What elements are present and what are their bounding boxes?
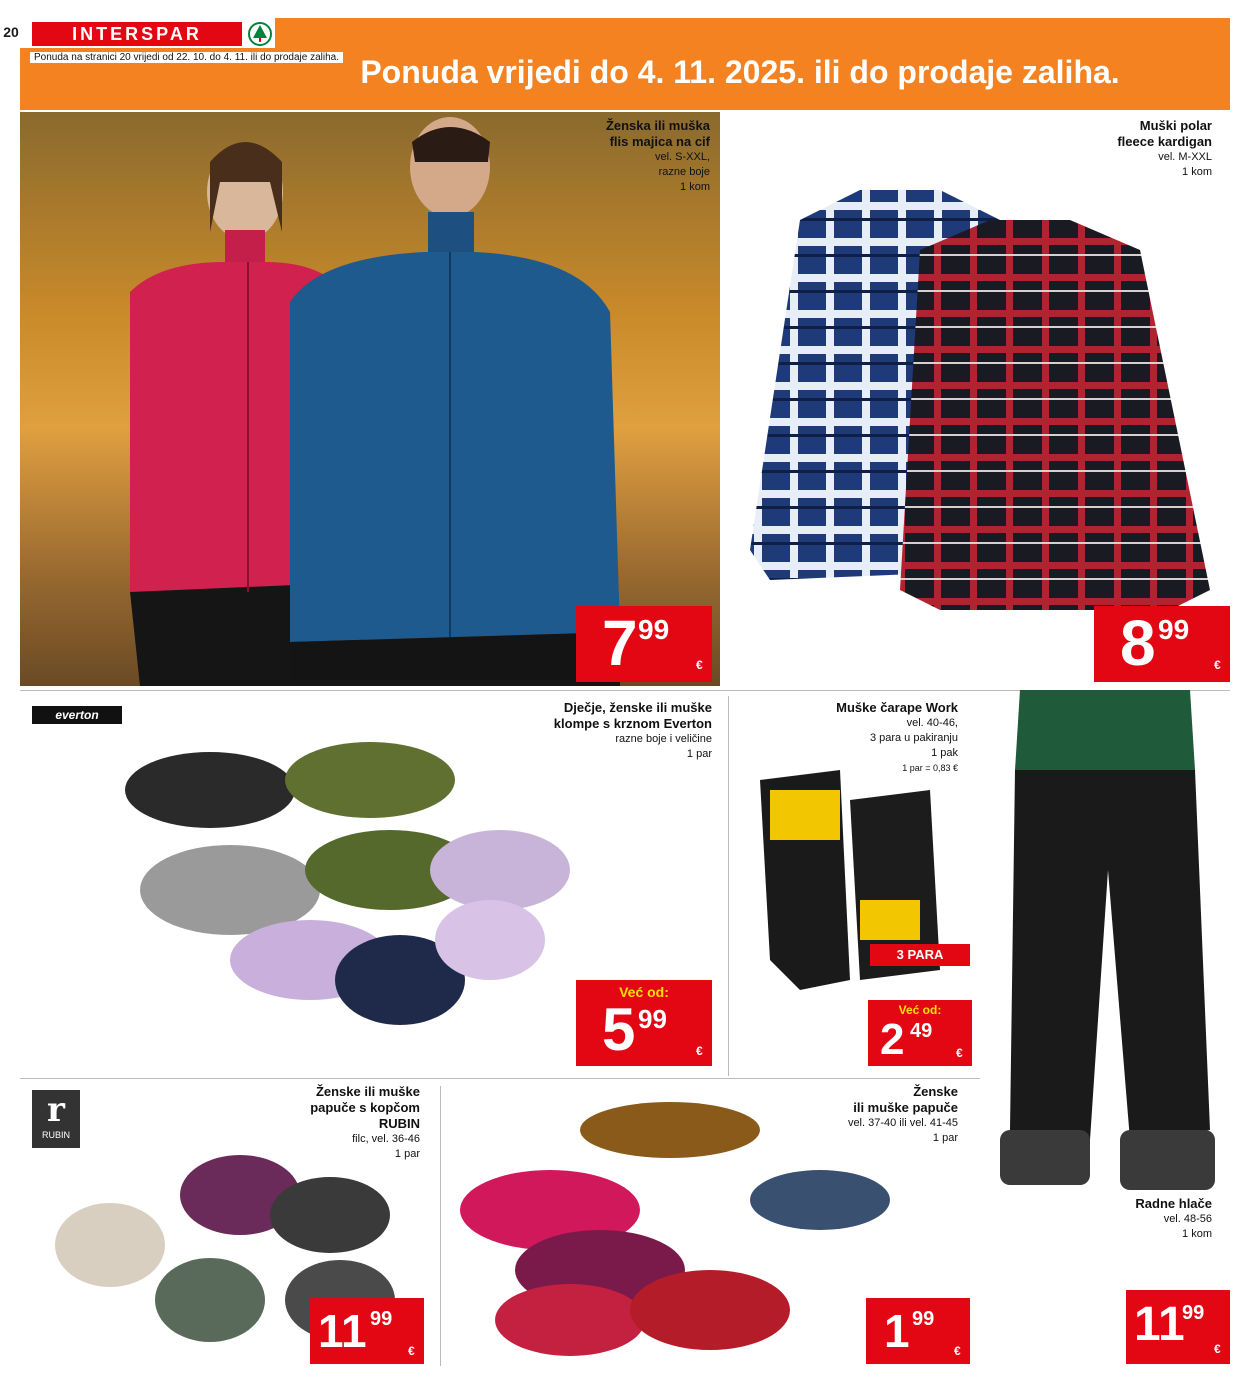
clogs-description	[430, 700, 712, 762]
product-detail: 1 pak	[931, 747, 958, 759]
price-integer: 5	[602, 996, 636, 1063]
price-decimal: 99	[912, 1308, 935, 1330]
price-integer: 1	[884, 1305, 910, 1357]
price-decimal: 99	[1158, 614, 1190, 645]
product-name: RUBIN	[378, 1116, 420, 1131]
price-tag	[576, 606, 712, 682]
polar-cardigan-description	[990, 118, 1212, 180]
product-detail: 1 kom	[1182, 166, 1212, 178]
product-detail: razne boje i veličine	[615, 733, 712, 745]
price-from-label: Već od:	[619, 984, 669, 1000]
currency-symbol: €	[956, 1046, 963, 1060]
product-detail: vel. 37-40 ili vel. 41-45	[847, 1117, 958, 1129]
work-pants-description	[1020, 1196, 1212, 1242]
currency-symbol: €	[408, 1344, 415, 1358]
interspar-logo: INTERSPAR	[32, 22, 242, 46]
price-from-label: Već od:	[898, 1003, 942, 1017]
currency-symbol: €	[696, 658, 703, 672]
price-tag	[310, 1298, 424, 1364]
product-name: papuče s kopčom	[310, 1100, 420, 1115]
product-detail: 1 kom	[680, 181, 710, 193]
page-header	[0, 0, 1250, 112]
product-detail: 1 kom	[1182, 1228, 1212, 1240]
price-tag	[1094, 606, 1230, 682]
price-tag	[866, 1298, 970, 1364]
price-tag	[576, 980, 712, 1066]
product-detail: vel. M-XXL	[1158, 151, 1212, 163]
section-divider	[728, 696, 729, 1076]
price-decimal: 99	[638, 1004, 667, 1034]
fleece-jacket-description	[470, 118, 710, 195]
rubin-logo-text: RUBIN	[41, 1130, 70, 1140]
product-detail: vel. S-XXL,	[654, 151, 710, 163]
price-integer: 2	[880, 1015, 905, 1064]
slippers-description	[730, 1084, 958, 1146]
price-integer: 11	[1134, 1298, 1185, 1351]
validity-note: Ponuda na stranici 20 vrijedi od 22. 10. do 4. 11. ili do prodaje zaliha.	[30, 52, 343, 63]
spar-tree-icon	[248, 22, 272, 46]
price-decimal: 99	[1182, 1302, 1205, 1324]
currency-symbol: €	[1214, 658, 1221, 672]
product-detail: filc, vel. 36-46	[352, 1133, 420, 1145]
product-detail: 1 par	[394, 1148, 420, 1160]
price-integer: 7	[602, 607, 638, 679]
price-tag	[1126, 1290, 1230, 1364]
price-decimal: 49	[910, 1020, 933, 1042]
product-detail: vel. 48-56	[1163, 1213, 1212, 1225]
price-integer: 8	[1120, 607, 1156, 679]
polar-cardigan-photo	[740, 190, 1230, 620]
page-number: 20	[3, 24, 19, 40]
product-name: Muške čarape Work	[836, 700, 958, 715]
product-detail: 3 para u pakiranju	[869, 732, 958, 744]
product-detail: 1 par	[686, 748, 712, 760]
product-name: Muški polar	[1139, 118, 1212, 133]
product-name: Ženske	[913, 1084, 958, 1099]
product-name: ili muške papuče	[853, 1100, 958, 1115]
work-socks-description	[800, 700, 958, 776]
product-detail: razne boje	[658, 166, 710, 178]
price-decimal: 99	[638, 614, 670, 645]
price-decimal: 99	[370, 1308, 393, 1330]
product-name: fleece kardigan	[1117, 134, 1212, 149]
currency-symbol: €	[696, 1044, 703, 1058]
rubin-logo-letter: r	[47, 1090, 65, 1130]
price-tag	[868, 1000, 972, 1066]
price-integer: 11	[318, 1305, 367, 1357]
unit-price: 1 par = 0,83 €	[902, 763, 958, 773]
product-name: Radne hlače	[1135, 1196, 1212, 1211]
product-name: Dječje, ženske ili muške	[563, 700, 712, 715]
rubin-slippers-description	[230, 1084, 420, 1162]
product-detail: 1 par	[932, 1132, 958, 1144]
everton-logo: everton	[32, 706, 122, 724]
currency-symbol: €	[954, 1344, 961, 1358]
work-pants-photo	[980, 690, 1230, 1230]
product-name: Ženska ili muška	[605, 118, 710, 133]
product-name: klompe s krznom Everton	[553, 716, 712, 731]
offer-banner: Ponuda vrijedi do 4. 11. 2025. ili do prodaje zaliha.	[360, 54, 1120, 90]
section-divider	[440, 1086, 441, 1366]
product-name: flis majica na cif	[609, 134, 710, 149]
rubin-logo	[32, 1090, 80, 1148]
fleece-jacket-photo	[20, 112, 720, 686]
product-name: Ženske ili muške	[315, 1084, 420, 1099]
clogs-photo	[90, 720, 580, 1060]
product-detail: vel. 40-46,	[906, 717, 958, 729]
pack-badge: 3 PARA	[870, 944, 970, 966]
section-divider	[20, 1078, 980, 1079]
currency-symbol: €	[1214, 1342, 1221, 1356]
